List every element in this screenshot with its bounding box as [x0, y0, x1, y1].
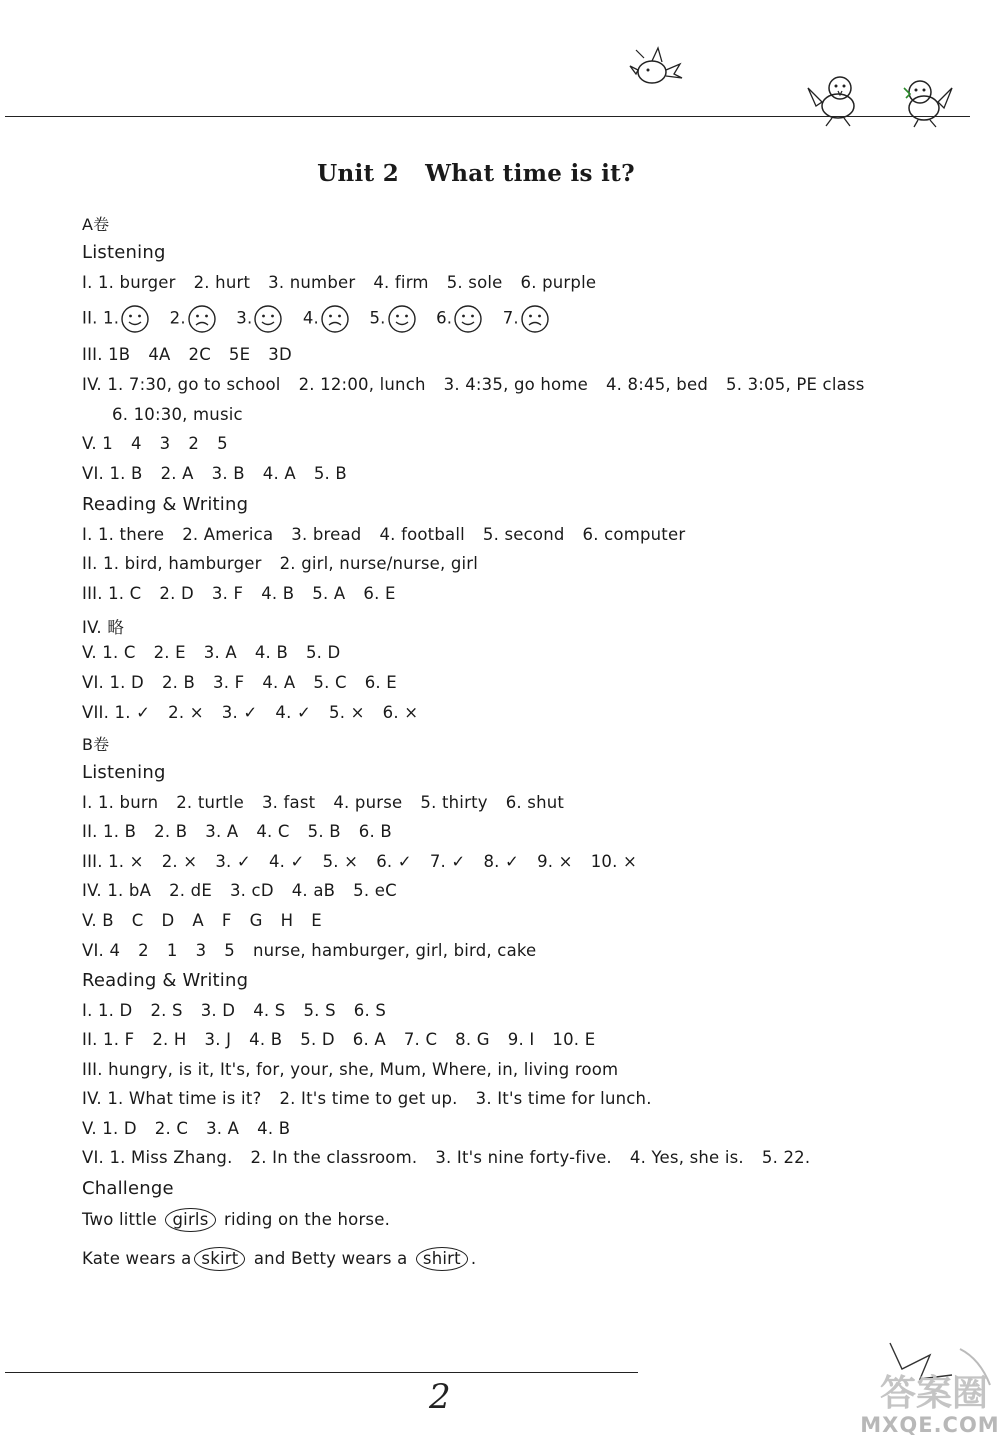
b-listening-q4: IV. 1. bA 2. dE 3. cD 4. aB 5. eC — [82, 881, 397, 900]
b-listening-q1: I. 1. burn 2. turtle 3. fast 4. purse 5. thirty 6. shut — [82, 793, 565, 812]
a-rw-q7: VII. 1. ✓ 2. × 3. ✓ 4. ✓ 5. × 6. × — [82, 703, 419, 722]
b-rw-q2: II. 1. F 2. H 3. J 4. B 5. D 6. A 7. C 8. G 9. I 10. E — [82, 1030, 596, 1049]
a-listening-q1: I. 1. burger 2. hurt 3. number 4. firm 5. sole 6. purple — [82, 273, 597, 292]
a-listening-q4: IV. 1. 7:30, go to school 2. 12:00, lunch 3. 4:35, go home 4. 8:45, bed 5. 3:05, PE class — [82, 375, 865, 394]
section-b-rw-heading: Reading & Writing — [82, 970, 249, 991]
section-b-listening-heading: Listening — [82, 762, 166, 783]
b-listening-q2: II. 1. B 2. B 3. A 4. C 5. B 6. B — [82, 822, 392, 841]
a-rw-q4: IV. 略 — [82, 618, 125, 637]
a-rw-q1: I. 1. there 2. America 3. bread 4. football 5. second 6. computer — [82, 525, 686, 544]
svg-text:2: 2 — [429, 1378, 451, 1417]
page-number — [425, 1378, 465, 1418]
footer-rule — [5, 1372, 638, 1373]
b-rw-q5: V. 1. D 2. C 3. A 4. B — [82, 1119, 291, 1138]
b-listening-q3: III. 1. × 2. × 3. ✓ 4. ✓ 5. × 6. ✓ 7. ✓ 8. ✓ 9. × 10. × — [82, 852, 638, 871]
b-rw-q4: IV. 1. What time is it? 2. It's time to get up. 3. It's time for lunch. — [82, 1089, 652, 1108]
flying-bird-icon — [622, 44, 684, 92]
b-rw-q3: III. hungry, is it, It's, for, your, she, Mum, Where, in, living room — [82, 1060, 619, 1079]
circled-word: shirt — [416, 1247, 468, 1271]
a-listening-q6: VI. 1. B 2. A 3. B 4. A 5. B — [82, 464, 347, 483]
a-rw-q6: VI. 1. D 2. B 3. F 4. A 5. C 6. E — [82, 673, 397, 692]
sad-face-icon — [520, 304, 550, 334]
standing-bird-icon — [806, 68, 868, 128]
a-listening-q5: V. 1 4 3 2 5 — [82, 434, 228, 453]
happy-face-icon — [387, 304, 417, 334]
challenge-line-2: Kate wears a skirt and Betty wears a shirt . — [82, 1247, 476, 1271]
happy-face-icon — [453, 304, 483, 334]
standing-bird-icon — [896, 70, 954, 128]
a-listening-q4-cont: 6. 10:30, music — [112, 405, 243, 424]
b-rw-q1: I. 1. D 2. S 3. D 4. S 5. S 6. S — [82, 1001, 387, 1020]
site-watermark: 答案圈 MXQE.COM — [860, 1335, 1000, 1444]
a-listening-q3: III. 1B 4A 2C 5E 3D — [82, 345, 292, 364]
section-a-rw-heading: Reading & Writing — [82, 494, 249, 515]
a-rw-q5: V. 1. C 2. E 3. A 4. B 5. D — [82, 643, 341, 662]
b-listening-q5: V. B C D A F G H E — [82, 911, 322, 930]
a-listening-q2: II. 1. 2. 3. 4. 5. 6. 7. — [82, 304, 564, 334]
section-a-label: A卷 — [82, 215, 110, 234]
section-a-listening-heading: Listening — [82, 242, 166, 263]
sad-face-icon — [187, 304, 217, 334]
challenge-heading: Challenge — [82, 1178, 174, 1199]
b-rw-q6: VI. 1. Miss Zhang. 2. In the classroom. 3. It's nine forty-five. 4. Yes, she is. 5. 22. — [82, 1148, 811, 1167]
a-rw-q3: III. 1. C 2. D 3. F 4. B 5. A 6. E — [82, 584, 396, 603]
circled-word: girls — [165, 1208, 215, 1232]
sad-face-icon — [320, 304, 350, 334]
challenge-line-1: Two little girls riding on the horse. — [82, 1208, 390, 1232]
happy-face-icon — [253, 304, 283, 334]
b-listening-q6: VI. 4 2 1 3 5 nurse, hamburger, girl, bird, cake — [82, 941, 537, 960]
section-b-label: B卷 — [82, 735, 110, 754]
circled-word: skirt — [194, 1247, 245, 1271]
a-rw-q2: II. 1. bird, hamburger 2. girl, nurse/nurse, girl — [82, 554, 479, 573]
page-title: Unit 2 What time is it? — [317, 160, 635, 187]
happy-face-icon — [120, 304, 150, 334]
